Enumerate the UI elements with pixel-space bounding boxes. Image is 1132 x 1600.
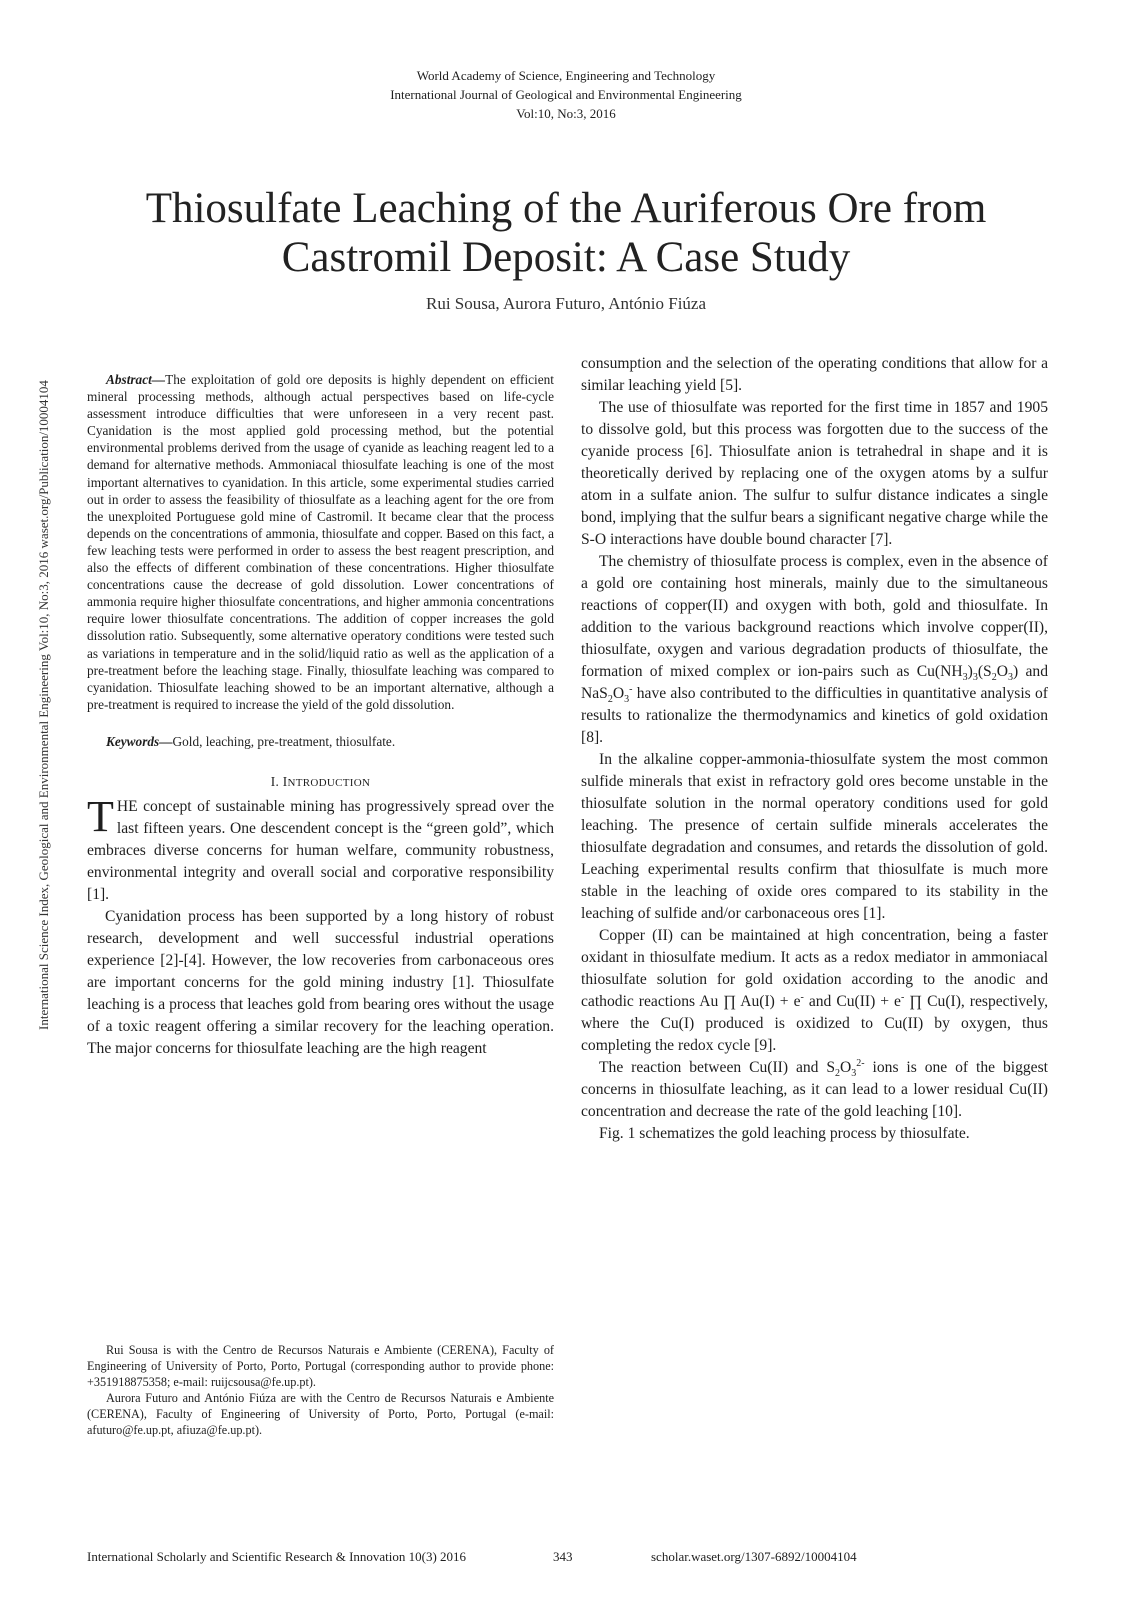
introduction-body xyxy=(87,791,554,1060)
right-paragraph-3: In the alkaline copper-ammonia-thiosulfate system the most common sulfide minerals that exist in refractory gold ores become unstable in the thiosulfate solution in the normal operatory conditions used for gold leaching. The presence of certain sulfide minerals accelerates the thiosulfate degradation and consumes, and retards the dissolution of gold. Leaching experimental results confirm that thiosulfate is much more stable in the leaching of oxide ores compared to its stability in the leaching of sulfide and/or carbonaceous ores [1]. xyxy=(581,751,1048,922)
journal-header xyxy=(0,66,1132,123)
abstract xyxy=(87,371,554,713)
right-column xyxy=(581,353,1048,1145)
intro-paragraph-1 xyxy=(87,791,554,906)
header-line-journal: International Journal of Geological and Environmental Engineering xyxy=(390,87,742,102)
header-line-publisher: World Academy of Science, Engineering and Technology xyxy=(416,68,716,83)
footnote-paragraph-1: Rui Sousa is with the Centro de Recursos Naturais e Ambiente (CERENA), Faculty of Engineering of University of Porto, Porto, Portugal (corresponding author to provide phone: +351918875358; e-mail: ruijcsousa@fe.up.pt). xyxy=(87,1343,554,1389)
right-paragraph-0: consumption and the selection of the operating conditions that allow for a similar leaching yield [5]. xyxy=(581,355,1048,394)
abstract-label: Abstract— xyxy=(106,372,166,387)
abstract-text: The exploitation of gold ore deposits is highly dependent on efficient mineral processing methods, although actual perspectives based on life-cycle assessment introduce difficulties that were unforeseen in a very recent past. Cyanidation is the most applied gold processing method, but the potential environmental problems derived from the usage of cyanide as leaching reagent led to a demand for alternative methods. Ammoniacal thiosulfate leaching is one of the most important alternatives to cyanidation. In this article, some experimental studies carried out in order to assess the feasibility of thiosulfate as a leaching agent for the ore from the unexploited Portuguese gold mine of Castromil. It became clear that the process depends on the concentrations of ammonia, thiosulfate and copper. Based on this fact, a few leaching tests were performed in order to assess the best reagent prescription, and also the effects of different combination of these concentrations. Higher thiosulfate concentrations cause the decrease of gold dissolution. Lower concentrations of ammonia require higher thiosulfate concentrations, and higher ammonia concentrations require lower thiosulfate concentrations. The addition of copper increases the gold dissolution ratio. Subsequently, some alternative operatory conditions were tested such as variations in temperature and in the solid/liquid ratio as well as the application of a pre-treatment before the leaching stage. Finally, thiosulfate leaching was compared to cyanidation. Thiosulfate leaching showed to be an important alternative, although a pre-treatment is required to increase the yield of the gold dissolution. xyxy=(87,372,554,712)
right-paragraph-2: The chemistry of thiosulfate process is complex, even in the absence of a gold ore containing host minerals, mainly due to the simultaneous reactions of copper(II) and oxygen with both, gold and thiosulfate. In addition to the various background reactions which involve copper(II), thiosulfate, oxygen and various degradation products of thiosulfate, the formation of mixed complex or ion-pairs such as $Cu(NH_3)_3(S_2O_3)$ and $NaS_2O_3^-$ have also contributed to the difficulties in quantitative analysis of results to rationalize the thermodynamics and kinetics of gold oxidation [8]. xyxy=(581,553,1048,746)
footer-url: scholar.waset.org/1307-6892/10004104 xyxy=(651,1549,857,1564)
intro-paragraph-1-text: HE concept of sustainable mining has progressively spread over the last fifteen years. One descendent concept is the “green gold”, which embraces diverse concerns for human welfare, community robustness, environmental integrity and overall social and corporative responsibility [1]. xyxy=(87,797,554,903)
drop-cap: T xyxy=(87,791,114,841)
paper-title xyxy=(60,184,1072,282)
author-list: Rui Sousa, Aurora Futuro, António Fiúza xyxy=(425,294,707,313)
right-paragraph-5: The reaction between Cu(II) and $S_2O_3^{2-}$ ions is one of the biggest concerns in thiosulfate leaching, as it can lead to a lower residual Cu(II) concentration and decrease the rate of the gold leaching [10]. xyxy=(581,1057,1048,1120)
section-number: I. I xyxy=(270,773,288,789)
section-heading-introduction xyxy=(87,774,554,790)
side-margin-text: International Science Index, Geological and Environmental Engineering Vol:10, No:3, 2016 waset.org/Publication/10004104 xyxy=(36,380,51,1030)
left-column xyxy=(87,371,554,1060)
footer-publisher: International Scholarly and Scientific Research & Innovation 10(3) 2016 xyxy=(87,1549,467,1564)
intro-paragraph-2: Cyanidation process has been supported by a long history of robust research, development and well successful industrial operations experience [2]-[4]. However, the low recoveries from carbonaceous ores are important concerns for the gold mining industry [1]. Thiosulfate leaching is a process that leaches gold from bearing ores without the usage of a toxic reagent offering a similar recovery for the leaching operation. The major concerns for thiosulfate leaching are the high reagent xyxy=(87,907,554,1057)
right-paragraph-6: Fig. 1 schematizes the gold leaching process by thiosulfate. xyxy=(599,1125,970,1142)
author-footnote xyxy=(87,1342,554,1438)
right-paragraph-4: Copper (II) can be maintained at high concentration, being a faster oxidant in thiosulfate medium. It acts as a redox mediator in ammoniacal thiosulfate solution for gold oxidation according to the anodic and cathodic reactions Au ∏ Au(I) + e- and Cu(II) + e- ∏ Cu(I), respectively, where the Cu(I) produced is oxidized to Cu(II) by oxygen, thus completing the redox cycle [9]. xyxy=(581,927,1048,1054)
title-line-1: Thiosulfate Leaching of the Auriferous Ore from xyxy=(145,185,987,232)
keywords-text: Gold, leaching, pre-treatment, thiosulfate. xyxy=(172,733,396,749)
header-line-volume: Vol:10, No:3, 2016 xyxy=(516,106,616,121)
footnote-paragraph-2: Aurora Futuro and António Fiúza are with the Centro de Recursos Naturais e Ambiente (CERENA), Faculty of Engineering of University of Porto, Porto, Portugal (e-mail: afuturo@fe.up.pt, afiuza@fe.up.pt). xyxy=(87,1391,554,1437)
keywords xyxy=(87,733,554,750)
section-title: NTRODUCTION xyxy=(287,776,371,789)
title-line-2: Castromil Deposit: A Case Study xyxy=(281,234,851,281)
page-number: 343 xyxy=(553,1549,573,1564)
right-paragraph-1: The use of thiosulfate was reported for the first time in 1857 and 1905 to dissolve gold, but this process was forgotten due to the success of the cyanide process [6]. Thiosulfate anion is tetrahedral in shape and it is theoretically derived by replacing one of the oxygen atoms by a sulfur atom in a sulfate anion. The sulfur to sulfur distance indicates a single bond, implying that the sulfur bears a significant negative charge while the S-O interactions have double bound character [7]. xyxy=(581,399,1048,548)
keywords-label: Keywords— xyxy=(106,733,173,749)
